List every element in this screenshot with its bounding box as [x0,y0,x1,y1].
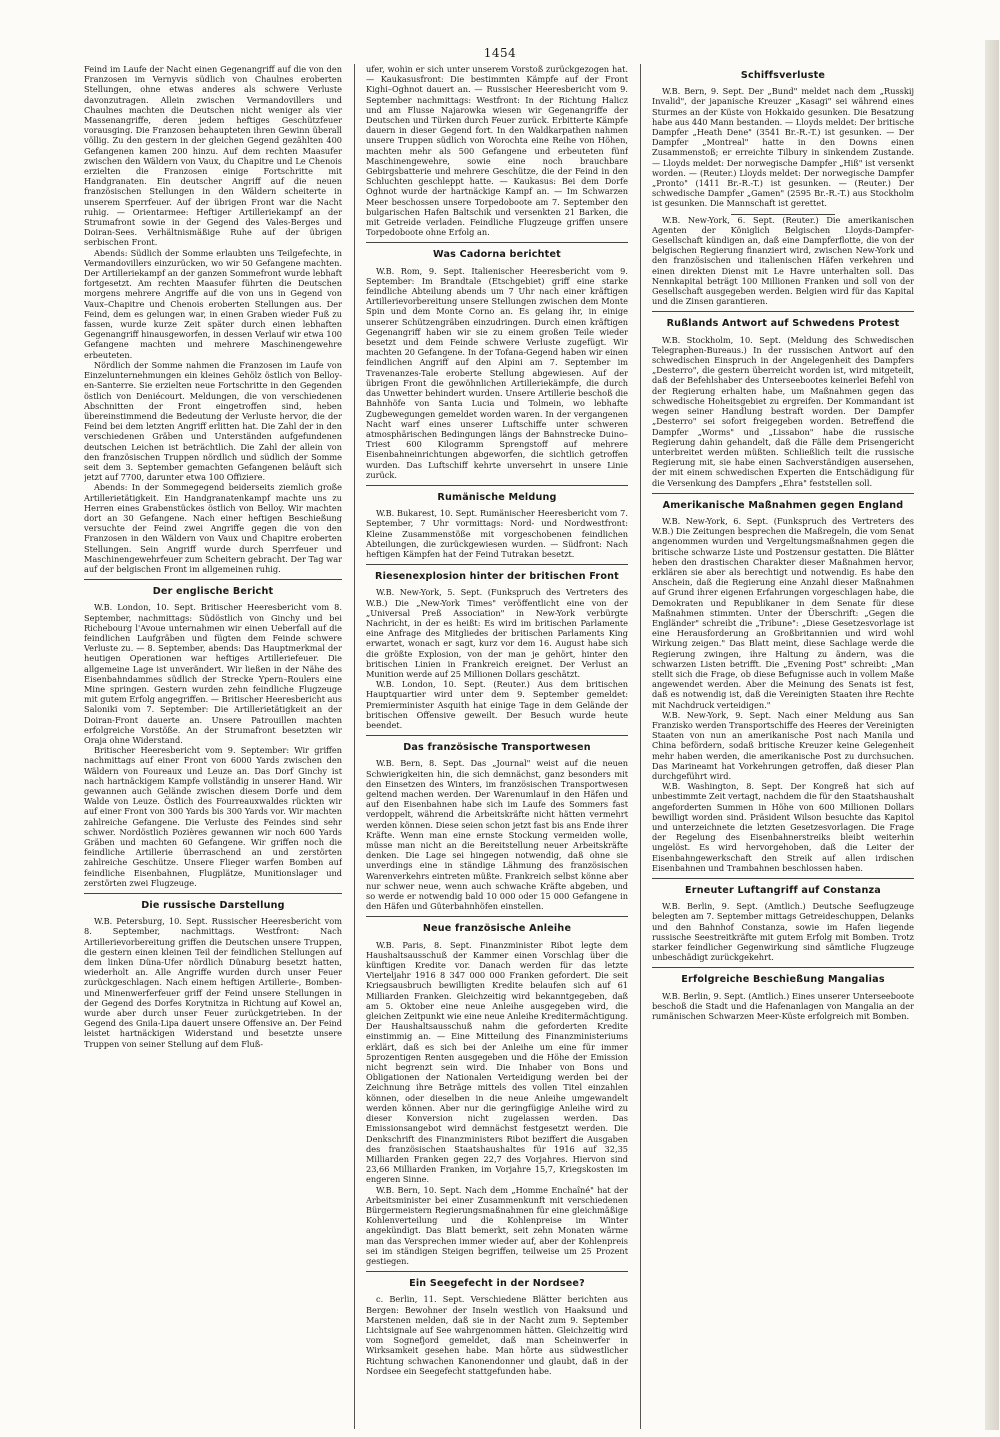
section-divider [84,893,342,894]
article-paragraph: W.B. Berlin, 9. Sept. (Amtlich.) Eines unserer Unterseeboote beschoß die Stadt und die Hafenanlagen von Mangalia an der rumänischen Schwarzen Meer-Küste erfolgreich mit Bomben. [652,990,914,1022]
article-paragraph: W.B. New-York, 5. Sept. (Funkspruch des Vertreters des W.B.) Die „New-York Times" veröffentlicht eine von der „Universal Preß Association" in New-York verbürgte Nachricht, in der es heißt: Es wird im britischen Parlamente eine Anfrage des Mitgliedes der britischen Parlaments King erwartet, wonach er sagt, kurz vor dem 16. August habe sich die größte Explosion, von der man je gehört, hinter den britischen Linien in Frankreich ereignet. Der Verlust an Munition werde auf 25 Millionen Dollars geschätzt. [366,587,628,679]
article-paragraph: W.B. Rom, 9. Sept. Italienischer Heeresbericht vom 9. September: Im Brandtale (Etschgebiet) griff eine starke feindliche Abteilung abends um 7 Uhr nach einer kräftigen Artillerievorbereitung unsere Stellungen zwischen dem Monte Spin und dem Monte Corno an. Es gelang ihr, in einige unserer Schützengräben einzudringen. Durch einen kräftigen Gegenangriff haben wir sie zu einem großen Teile wieder besetzt und dem Feinde schwere Verluste zugefügt. Wir machten 20 Gefangene. In der Tofana-Gegend haben wir einen feindlichen Angriff auf den Alpini am 7. September im Travenanzes-Tale eroberte Stellung abgewiesen. Auf der übrigen Front die gewöhnlichen Artilleriekämpfe, die durch das Unwetter behindert wurden. Unsere Artillerie beschoß die Bahnhöfe von Santa Lucia und Tolmein, wo lebhafte Zugbewegungen gemeldet worden waren. In der vergangenen Nacht warf eines unserer Luftschiffe unter schweren atmosphärischen Bedingungen längs der Bahnstrecke Duino–Triest 600 Kilogramm Sprengstoff auf mehrere Eisenbahneinrichtungen abgeworfen, die sichtlich getroffen wurden. Das Luftschiff kehrte unversehrt in unsere Linie zurück. [366,265,628,480]
section-divider [652,493,914,494]
headline-american-measures: Amerikanische Maßnahmen gegen England [662,499,904,511]
section-divider [366,735,628,736]
column-left [84,64,342,1434]
article-paragraph: W.B. Bern, 9. Sept. Der „Bund" meldet nach dem „Russkij Invalid", der japanische Kreuzer „Kasagi" sei während eines Sturmes an der Küste von Hokkaido gesunken. Die Besatzung habe aus 440 Mann bestanden. — Lloyds meldet: Der britische Dampfer „Heath Dene" (3541 Br.-R.-T.) ist gesunken. — Der Dampfer „Montreal" hatte in den Downs einen Zusammenstoß; er erreichte Tilbury in sinkendem Zustande. — Lloyds meldet: Der norwegische Dampfer „Hiß" ist versenkt worden. — (Reuter.) Lloyds meldet: Der norwegische Dampfer „Pronto" (1411 Br.-R.-T.) ist gesunken. — (Reuter.) Der schwedische Dampfer „Gamen" (2595 Br.-R.-T.) aus Stockholm ist gesunken. Die Mannschaft ist gerettet. [652,86,914,209]
column-right [652,64,914,1434]
headline-explosion: Riesenexplosion hinter der britischen Front [375,571,619,583]
article-paragraph: W.B. Paris, 8. Sept. Finanzminister Ribot legte dem Haushaltsausschuß der Kammer einen Vorschlag über die künftigen Kredite vor. Danach werden für das letzte Vierteljahr 1916 8 347 000 000 Franken gefordert. Die seit Kriegsausbruch bewilligten Kredite belaufen sich auf 61 Milliarden Franken. Gleichzeitig wird bekanntgegeben, daß am 5. Oktober eine neue Anleihe ausgegeben wird, die gleichen Zeitpunkt wie eine neue Anleihe Kreditermächtigung. Der Haushaltsausschuß nahm die geforderten Kredite einstimmig an. — Eine Mitteilung des Finanzministeriums erklärt, daß es sich bei der Anleihe um eine für immer 5prozentigen Renten ausgegeben und die Höhe der Emission nicht begrenzt sein wird. Die Inhaber von Bons und Obligationen der Nationalen Verteidigung werden bei der Zeichnung ihre Beträge mittels des vollen Titel einzahlen können, oder dieselben in die neue Anleihe umgewandelt werden können. Aber nur die geringfügige Anleihe wird zu dieser Konversion nicht zugelassen werden. Das Emissionsangebot wird demnächst festgesetzt werden. Die Denkschrift des Finanzministers Ribot beziffert die Ausgaben des französischen Staatshaushaltes für 1916 auf 32,35 Milliarden Franken gegen 22,7 des Vorjahres. Hiervon sind 23,66 Milliarden Franken, im Vorjahre 15,7, Kriegskosten im engeren Sinne. [366,939,628,1185]
article-paragraph: W.B. Stockholm, 10. Sept. (Meldung des Schwedischen Telegraphen-Bureaus.) In der russischen Antwort auf den schwedischen Einspruch in der Angelegenheit des Dampfers „Desterro", die gestern überreicht worden ist, wird mitgeteilt, daß der Befehlshaber des Unterseebootes keinerlei Befehl von der Regierung erhalten habe, um Maßnahmen gegen das schwedische Hoheitsgebiet zu ergreifen. Der Kommandant ist wegen seiner Handlung bestraft worden. Der Dampfer „Desterro" sei sofort freigegeben worden. Betreffend die Dampfer „Worms" und „Lissabon" habe die russische Regierung dahin gehandelt, daß die Fälle dem Prisengericht unterbreitet werden müßten. Schließlich teilt die russische Regierung mit, sie habe einen Sachverständigen ausersehen, der mit einem schwedischen Experten die Entschädigung für die Versenkung des Dampfers „Ehra" feststellen soll. [652,334,914,488]
article-paragraph: W.B. New-York, 9. Sept. Nach einer Meldung aus San Franzisko werden Transportschiffe des Heeres der Vereinigten Staaten von nun an amerikanische Post nach Manila und China befördern, sodaß britische Kreuzer keine Gelegenheit mehr haben werden, die amerikanische Post zu durchsuchen. Das Marineamt hat Vorkehrungen getroffen, daß dieser Plan durchgeführt wird. [652,709,914,781]
headline-french-transport: Das französische Transportwesen [403,742,591,754]
page-number: 1454 [483,46,517,60]
section-divider [366,564,628,565]
section-divider [652,878,914,879]
article-paragraph: Abends: In der Sommegegend beiderseits ziemlich große Artillerietätigkeit. Ein Handgranatenkampf machte uns zu Herren eines Grabenstückes östlich von Belloy. Wir machten dort an 30 Gefangene. Nach einer heftigen Beschießung versuchte der Feind zwei Angriffe gegen die von den Franzosen in den Wäldern von Vaux und Chapitre eroberten Stellungen. Sein Angriff wurde durch Sperrfeuer und Maschinengewehrfeuer zum Scheitern gebracht. Der Tag war auf der belgischen Front im allgemeinen ruhig. [84,482,342,574]
article-paragraph: W.B. London, 10. Sept. (Reuter.) Aus dem britischen Hauptquartier wird unter dem 9. September gemeldet: Premierminister Asquith hat einige Tage in dem Gelände der britischen Offensive geweilt. Der Besuch wurde heute beendet. [366,679,628,730]
article-paragraph: W.B. Berlin, 9. Sept. (Amtlich.) Deutsche Seeflugzeuge belegten am 7. September mittags Getreideschuppen, Delanks und den Bahnhof Constanza, sowie im Hafen liegende russische Seestreitkräfte mit gutem Erfolg mit Bomben. Trotz starker feindlicher Gegenwirkung sind sämtliche Flugzeuge unbeschädigt zurückgekehrt. [652,901,914,963]
article-paragraph: Britischer Heeresbericht vom 9. September: Wir griffen nachmittags auf einer Front von 6000 Yards zwischen den Wäldern von Foureaux und Leuze an. Das Dorf Ginchy ist nach hartnäckigem Kampfe vollständig in unserer Hand. Wir gewannen auch Gelände zwischen diesem Dorfe und dem Walde von Leuze. Östlich des Fourreauxwaldes rückten wir auf einer Front von 300 Yards bis 300 Yards vor. Wir machten zahlreiche Gefangene. Die Verluste des Feindes sind sehr schwer. Nordöstlich Pozières gewannen wir noch 600 Yards Gräben und machten 60 Gefangene. Wir griffen noch die feindliche Artillerie überraschend an und zerstörten zahlreiche Geschütze. Unsere Flieger warfen Bomben auf feindliche Eisenbahnen, Flugplätze, Munitionslager und zerstörten zwei Flugzeuge. [84,745,342,888]
article-paragraph: W.B. Bukarest, 10. Sept. Rumänischer Heeresbericht vom 7. September, 7 Uhr vormittags: Nord- und Nordwestfront: Kleine Zusammenstöße mit vorgeschobenen feindlichen Abteilungen, die zurückgewiesen wurden. — Südfront: Nach heftigen Kämpfen hat der Feind Tutrakan besetzt. [366,508,628,559]
headline-ship-losses: Schiffsverluste [740,70,826,81]
article-paragraph: W.B. New-York, 6. Sept. (Funkspruch des Vertreters des W.B.) Die Zeitungen besprechen die Maßregeln, die vom Senat angenommen wurden und Vergeltungsmaßnahmen gegen die britische schwarze Liste und Postzensur gestatten. Die Blätter heben den drastischen Charakter dieser Maßnahmen hervor, erklären sie aber als berechtigt und notwendig. Es habe den Anschein, daß die Regierung eine Anzahl dieser Maßnahmen auf Grund ihrer eigenen Erfahrungen vorgeschlagen habe, die Demokraten und Republikaner in dem Senate für diese Maßnahmen stimmten. Unter der Überschrift: „Gegen die Engländer" schreibt die „Tribune": „Diese Gesetzesvorlage ist eine Herausforderung an Großbritannien und wird wohl Wirkung zeigen." Das Blatt meint, diese Sachlage werde die Regierung zwingen, ihre Haltung zu ändern, was die schwarzen Listen betrifft. Die „Evening Post" schreibt: „Man stellt sich die Frage, ob diese Befugnisse auch in vollem Maße angewendet werden. Aber die Meinung des Senats ist fest, daß es notwendig ist, daß die Vereinigten Staaten ihre Rechte mit Nachdruck verteidigen." [652,515,914,710]
headline-french-loan: Neue französische Anleihe [422,923,572,935]
article-paragraph: Feind im Laufe der Nacht einen Gegenangriff auf die von den Franzosen im Vernyvis südlich von Chaulnes eroberten Stellungen, ohne etwas anderes als schwere Verluste davonzutragen. Allein zwischen Vermandovillers und Chaulnes machten die Deutschen nicht weniger als vier Massenangriffe, deren jedem heftiges Geschützfeuer vorausging. Die Franzosen behaupteten ihren Gewinn überall völlig. Zu den gestern in der gleichen Gegend gezählten 400 Gefangenen kamen 200 hinzu. Auf dem rechten Maasufer zwischen den Wäldern von Vaux, du Chapitre und Le Chenois erzielten die Franzosen einige Fortschritte mit Handgranaten. Ein deutscher Angriff auf die neuen französischen Stellungen in den Wäldern scheiterte in unserem Sperrfeuer. Auf der übrigen Front war die Nacht ruhig. — Orientarmee: Heftiger Artilleriekampf an der Strumafront sowie in der Gegend des Vales-Berges und Doiran-Sees. Verhältnismäßige Ruhe auf der übrigen serbischen Front. [84,64,342,248]
article-paragraph: Abends: Südlich der Somme erlaubten uns Teilgefechte, in Vermandovillers einzurücken, wo wir 50 Gefangene machten. Der Artilleriekampf an der ganzen Sommefront wurde lebhaft fortgesetzt. Am rechten Maasufer führten die Deutschen morgens mehrere Angriffe auf die von uns in Gegend von Vaux–Chapitre und Chenois eroberten Stellungen aus. Der Feind, dem es gelungen war, in einen Graben wieder Fuß zu fassen, wurde kurze Zeit später durch einen lebhaften Gegenangriff hinausgeworfen, in dessen Verlauf wir etwa 100 Gefangene machten und mehrere Maschinengewehre erbeuteten. [84,247,342,360]
section-divider [366,1271,628,1272]
binding-edge-strip [985,40,999,1430]
article-paragraph: Nördlich der Somme nahmen die Franzosen im Laufe von Einzelunternehmungen ein kleines Gehölz östlich von Belloy-en-Santerre. Sie erzielten neue Fortschritte in den Gegenden östlich von Deniécourt. Meldungen, die von verschiedenen Abschnitten der Front eingetroffen sind, heben übereinstimmend die Bedeutung der Verluste hervor, die der Feind bei dem letzten Angriff erlitten hat. Die Zahl der in den verschiedenen Gräben und Unterständen aufgefundenen deutschen Leichen ist beträchtlich. Die Zahl der allein von den französischen Truppen nördlich und südlich der Somme seit dem 3. September gemachten Gefangenen beläuft sich jetzt auf 7700, darunter etwa 100 Offiziere. [84,359,342,483]
article-paragraph: W.B. Bern, 10. Sept. Nach dem „Homme Enchaîné" hat der Arbeitsminister bei einer Zusammenkunft mit verschiedenen Bürgermeistern Regierungsmaßnahmen für eine gleichmäßige Kohlenverteilung und die Kohlenpreise im Winter angekündigt. Das Blatt bemerkt, seit zehn Monaten wärme man das Versprechen immer wieder auf, aber der Kohlenpreis sei im ständigen Steigen begriffen, teilweise um 25 Prozent gestiegen. [366,1184,628,1266]
section-divider [84,579,342,580]
headline-romanian-report: Rumänische Meldung [437,491,557,503]
article-paragraph: ufer, wohin er sich unter unserem Vorstoß zurückgezogen hat. — Kaukasusfront: Die bestimmten Kämpfe auf der Front Kighi–Oghnot dauert an. — Russischer Heeresbericht vom 9. September nachmittags: Westfront: In der Richtung Halicz und am Flusse Najarowka wiesen wir Gegenangriffe der Deutschen und Türken durch Feuer zurück. Erbitterte Kämpfe dauern in dieser Gegend fort. In den Waldkarpathen nahmen unsere Truppen südlich von Worochta eine Reihe von Höhen, machten mehr als 500 Gefangene und erbeuteten fünf Maschinengewehre, sowie eine noch brauchbare Gebirgsbatterie und mehrere Geschütze, die der Feind in den Schluchten geschleppt hatte. — Kaukasus: Bei dem Dorfe Oghnot wurde der hartnäckige Kampf an. — Im Schwarzen Meer beschossen unsere Torpedoboote am 7. September den bulgarischen Hafen Baltschik und versenkten 21 Barken, die mit Getreide verladen. Feindliche Flugzeuge griffen unsere Torpedoboote ohne Erfolg an. [366,64,628,238]
article-paragraph: W.B. Petersburg, 10. Sept. Russischer Heeresbericht vom 8. September, nachmittags. Westfront: Nach Artillerievorbereitung griffen die Deutschen unsere Truppen, die gestern einen kleinen Teil der feindlichen Stellungen auf dem linken Düna-Ufer nördlich Dünaburg besetzt hatten, wiederholt an. Alle Angriffe wurden durch unser Feuer zurückgeschlagen. Nach einem heftigen Artillerie-, Bomben- und Minenwerferfeuer griff der Feind unsere Stellungen in der Gegend des Dorfes Korytnitza in Richtung auf Kowel an, wurde aber durch unser Feuer zurückgetrieben. In der Gegend des Gnila-Lipa dauert unsere Offensive an. Der Feind leistet hartnäckigen Widerstand und besetzte unsere Truppen von seiner Stellung auf dem Fluß- [84,916,342,1049]
article-paragraph: W.B. Washington, 8. Sept. Der Kongreß hat sich auf unbestimmte Zeit vertagt, nachdem die für den Staatshaushalt angeforderten Summen in Höhe von 600 Millionen Dollars bewilligt worden sind. Präsident Wilson besuchte das Kapitol und unterzeichnete die letzten Gesetzesvorlagen. Die Frage der Regelung des Eisenbahnerstreiks bleibt weiterhin ungelöst. Es wird hervorgehoben, daß die Leiter der Eisenbahngewerkschaft den Streik auf allen irdischen Eisenbahnen und Trambahnen beschlossen haben. [652,781,914,873]
section-divider [652,311,914,312]
article-paragraph: W.B. Bern, 8. Sept. Das „Journal" weist auf die neuen Schwierigkeiten hin, die sich demnächst, ganz besonders mit den Einsetzen des Winters, im französischen Transportwesen geltend machen werden. Der Warenumlauf in den Häfen und auf den Eisenbahnen habe sich im Laufe des Sommers fast verdoppelt, während die Arbeitskräfte nicht hätten vermehrt werden können. Diese seien schon jetzt fast bis ans Ende ihrer Kräfte. Wenn man eine ernste Stockung vermeiden wolle, müsse man nicht an die Bereitstellung neuer Arbeitskräfte denken. Die Lage sei hingegen notwendig, daß ohne sie unverdings eine in ständige Lähmung des französischen Warenverkehrs eintreten müßte. Frankreich selbst könne aber nur schwer neue, wenn auch schwache Kräfte abgeben, und so werde er notwendig bald 10 000 oder 15 000 Gefangene in den Häfen und Güterbahnhöfen einstellen. [366,758,628,912]
article-paragraph: W.B. London, 10. Sept. Britischer Heeresbericht vom 8. September, nachmittags: Südöstlich von Ginchy und bei Richebourg l'Avoue unternahmen wir einen Ueberfall auf die feindlichen Laufgräben und fügten dem Feinde schwere Verluste zu. — 8. September, abends: Das Hauptmerkmal der heutigen Operationen war heftiges Artilleriefeuer. Die allgemeine Lage ist unverändert. Wir ließen in der Nähe des Eisenbahndammes südlich der Strecke Ypern–Roulers eine Mine springen. Gestern wurden zehn feindliche Flugzeuge mit gutem Erfolg angegriffen. — Britischer Heeresbericht aus Saloniki vom 7. September: Die Artillerietätigkeit an der Doiran-Front dauerte an. Unsere Patrouillen machten erfolgreiche Vorstöße. An der Strumafront besetzten wir Oraja ohne Widerstand. [84,602,342,745]
article-paragraph: W.B. New-York, 6. Sept. (Reuter.) Die amerikanischen Agenten der Königlich Belgischen Lloyds-Dampfer-Gesellschaft kündigen an, daß eine Dampferflotte, die von der belgischen Regierung finanziert wird, zwischen New-York und den französischen und italienischen Häfen verkehren und einen direkten Dienst mit Le Havre unterhalten soll. Das Nennkapital beträgt 100 Millionen Franken und soll von der Gesellschaft ausgegeben werden. Belgien wird für das Kapital und die Zinsen garantieren. [652,214,914,307]
section-divider [366,916,628,917]
section-divider [366,485,628,486]
headline-russia-answer: Rußlands Antwort auf Schwedens Protest [666,318,900,330]
column-middle [366,64,628,1434]
column-rule-left [354,64,355,1429]
section-divider [652,967,914,968]
headline-constanza-air-raid: Erneuter Luftangriff auf Constanza [685,885,881,897]
headline-russian-report: Die russische Darstellung [141,900,285,912]
column-rule-right [640,64,641,1429]
headline-cadorna: Was Cadorna berichtet [433,249,561,261]
headline-mangalia-shelling: Erfolgreiche Beschießung Mangalias [681,974,885,986]
headline-north-sea: Ein Seegefecht in der Nordsee? [409,1278,585,1290]
headline-english-report: Der englische Bericht [152,586,274,598]
article-paragraph: c. Berlin, 11. Sept. Verschiedene Blätter berichten aus Bergen: Bewohner der Inseln westlich von Haaksund und Marstenen melden, daß sie in der Nacht zum 9. September Lichtsignale auf See wahrgenommen hätten. Gleichzeitig wird vom Sognefjord gemeldet, daß man Scheinwerfer in Wirksamkeit gesehen habe. Man hörte aus südwestlicher Richtung schwachen Kanonendonner und glaubt, daß in der Nordsee ein Seegefecht stattgefunden habe. [366,1294,628,1376]
section-divider [366,242,628,243]
